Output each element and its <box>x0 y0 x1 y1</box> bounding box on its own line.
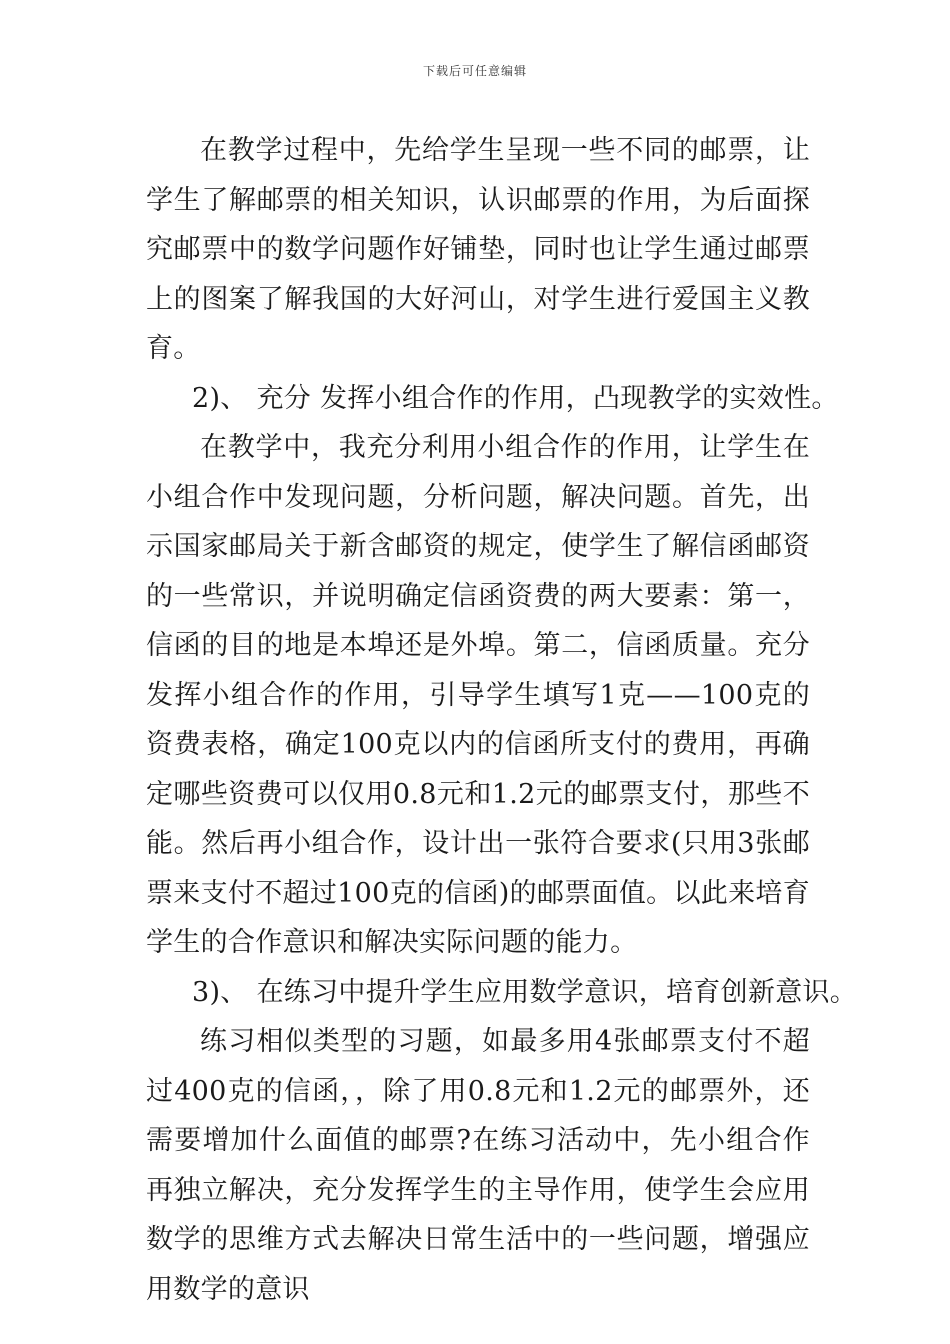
page-header: 下载后可任意编辑 <box>422 64 527 78</box>
paragraph-practice: 练习相似类型的习题，如最多用4张邮票支付不超过400克的信函，，除了用0.8元和1.2元的邮票外，还需要增加什么面值的邮票?在练习活动中，先小组合作再独立解决，充分发挥学生的主导作用，使学生会应用数学的思维方式去解决日常生活中的一些问题，增强应用数学的意识 <box>146 1026 810 1305</box>
paragraph-group-cooperation: 在教学中，我充分利用小组合作的作用，让学生在小组合作中发现问题，分析问题，解决问题。首先，出示国家邮局关于新含邮资的规定，使学生了解信函邮资的一些常识，并说明确定信函资费的两大要素：第一，信函的目的地是本埠还是外埠。第二，信函质量。充分发挥小组合作的作用，引导学生填写1克——100克的资费表格，确定100克以内的信函所支付的费用，再确定哪些资费可以仅用0.8元和1.2元的邮票支付，那些不能。然后再小组合作，设计出一张符合要求(只用3张邮票来支付不超过100克的信函)的邮票面值。以此来培育学生的合作意识和解决实际问题的能力。 <box>146 432 810 958</box>
section-heading-practice: 3)、 在练习中提升学生应用数学意识，培育创新意识。 <box>192 976 858 1008</box>
paragraph-intro-stamps: 在教学过程中，先给学生呈现一些不同的邮票，让学生了解邮票的相关知识，认识邮票的作用，为后面探究邮票中的数学问题作好铺垫，同时也让学生通过邮票上的图案了解我国的大好河山，对学生进行爱国主义教育。 <box>146 135 810 364</box>
document-body <box>146 126 858 1314</box>
section-heading-group-cooperation: 2)、 充分 发挥小组合作的作用，凸现教学的实效性。 <box>192 382 839 414</box>
